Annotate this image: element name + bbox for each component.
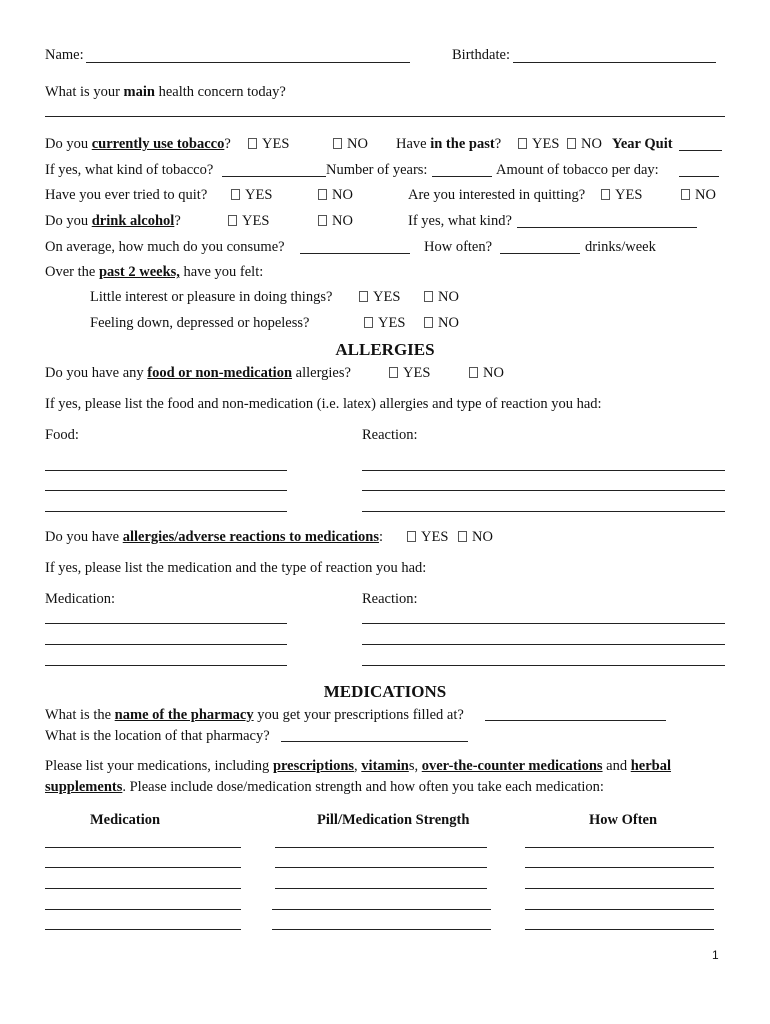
- food-label: Food:: [45, 427, 79, 443]
- med-allergy-question: Do you have allergies/adverse reactions to medications:: [45, 529, 383, 545]
- col-medication-header: Medication: [90, 812, 161, 828]
- med-strength-field[interactable]: [275, 847, 487, 848]
- food-allergy-no-checkbox[interactable]: NO: [469, 364, 504, 382]
- med-name-field[interactable]: [45, 929, 241, 930]
- alcohol-average-field[interactable]: [300, 253, 410, 254]
- checkbox-icon: [407, 531, 416, 542]
- med-often-field[interactable]: [525, 888, 714, 889]
- checkbox-icon: [228, 215, 237, 226]
- checkbox-icon: [518, 138, 527, 149]
- checkbox-icon: [601, 189, 610, 200]
- interest-yes-checkbox[interactable]: YES: [359, 288, 400, 306]
- page-number: 1: [712, 948, 719, 962]
- checkbox-icon: [458, 531, 467, 542]
- year-quit-label: Year Quit: [612, 136, 673, 152]
- alcohol-question: Do you drink alcohol?: [45, 213, 181, 229]
- tried-quit-yes-checkbox[interactable]: YES: [231, 186, 272, 204]
- alcohol-often-field[interactable]: [500, 253, 580, 254]
- med-often-field[interactable]: [525, 909, 714, 910]
- name-field[interactable]: [86, 62, 410, 63]
- alcohol-kind-field[interactable]: [517, 227, 697, 228]
- allergies-heading: ALLERGIES: [335, 340, 435, 359]
- med-reaction-field[interactable]: [362, 665, 725, 666]
- checkbox-icon: [424, 317, 433, 328]
- checkbox-icon: [318, 189, 327, 200]
- col-strength-header: Pill/Medication Strength: [317, 812, 470, 828]
- food-field[interactable]: [45, 511, 287, 512]
- birthdate-label: Birthdate:: [452, 47, 510, 63]
- mood-question-depressed: Feeling down, depressed or hopeless?: [90, 315, 310, 331]
- checkbox-icon: [469, 367, 478, 378]
- tried-quit-no-checkbox[interactable]: NO: [318, 186, 353, 204]
- medication-field[interactable]: [45, 644, 287, 645]
- alcohol-no-checkbox[interactable]: NO: [318, 212, 353, 230]
- tobacco-amount-label: Amount of tobacco per day:: [496, 162, 659, 178]
- food-allergy-instructions: If yes, please list the food and non-medication (i.e. latex) allergies and type of reaction you had:: [45, 396, 602, 412]
- tobacco-past-yes-checkbox[interactable]: YES: [518, 135, 559, 153]
- checkbox-icon: [359, 291, 368, 302]
- tobacco-years-label: Number of years:: [326, 162, 428, 178]
- checkbox-icon: [333, 138, 342, 149]
- med-strength-field[interactable]: [275, 867, 487, 868]
- alcohol-often-label: How often?: [424, 239, 493, 255]
- birthdate-field[interactable]: [513, 62, 716, 63]
- tobacco-amount-field[interactable]: [679, 176, 719, 177]
- pharmacy-name-question: What is the name of the pharmacy you get your prescriptions filled at?: [45, 707, 464, 723]
- tobacco-no-checkbox[interactable]: NO: [333, 135, 368, 153]
- checkbox-icon: [567, 138, 576, 149]
- tobacco-kind-field[interactable]: [222, 176, 326, 177]
- concern-question: What is your main health concern today?: [45, 84, 286, 100]
- medication-list-instructions: Please list your medications, including prescriptions, vitamins, over-the-counter medications and herbal: [45, 758, 672, 774]
- alcohol-unit-label: drinks/week: [585, 239, 656, 255]
- med-often-field[interactable]: [525, 847, 714, 848]
- food-allergy-yes-checkbox[interactable]: YES: [389, 364, 430, 382]
- food-allergy-question: Do you have any food or non-medication allergies?: [45, 365, 351, 381]
- interested-no-checkbox[interactable]: NO: [681, 186, 716, 204]
- alcohol-yes-checkbox[interactable]: YES: [228, 212, 269, 230]
- concern-field[interactable]: [45, 116, 725, 117]
- med-often-field[interactable]: [525, 929, 714, 930]
- checkbox-icon: [364, 317, 373, 328]
- pharmacy-name-field[interactable]: [485, 720, 666, 721]
- med-strength-field[interactable]: [275, 888, 487, 889]
- alcohol-average-label: On average, how much do you consume?: [45, 239, 285, 255]
- tobacco-past-no-checkbox[interactable]: NO: [567, 135, 602, 153]
- tried-quit-label: Have you ever tried to quit?: [45, 187, 208, 203]
- med-allergy-yes-checkbox[interactable]: YES: [407, 528, 448, 546]
- alcohol-kind-label: If yes, what kind?: [408, 213, 512, 229]
- tobacco-kind-label: If yes, what kind of tobacco?: [45, 162, 214, 178]
- medication-field[interactable]: [45, 665, 287, 666]
- depressed-yes-checkbox[interactable]: YES: [364, 314, 405, 332]
- tobacco-question: Do you currently use tobacco?: [45, 136, 231, 152]
- med-name-field[interactable]: [45, 909, 241, 910]
- tobacco-years-field[interactable]: [432, 176, 492, 177]
- interested-yes-checkbox[interactable]: YES: [601, 186, 642, 204]
- med-name-field[interactable]: [45, 847, 241, 848]
- tobacco-yes-checkbox[interactable]: YES: [248, 135, 289, 153]
- interested-quitting-label: Are you interested in quitting?: [408, 187, 586, 203]
- food-field[interactable]: [45, 470, 287, 471]
- pharmacy-location-field[interactable]: [281, 741, 468, 742]
- med-reaction-field[interactable]: [362, 644, 725, 645]
- med-allergy-no-checkbox[interactable]: NO: [458, 528, 493, 546]
- checkbox-icon: [389, 367, 398, 378]
- depressed-no-checkbox[interactable]: NO: [424, 314, 459, 332]
- name-label: Name:: [45, 47, 84, 63]
- med-allergy-instructions: If yes, please list the medication and the type of reaction you had:: [45, 560, 427, 576]
- food-reaction-field[interactable]: [362, 490, 725, 491]
- checkbox-icon: [248, 138, 257, 149]
- med-strength-field[interactable]: [272, 929, 491, 930]
- checkbox-icon: [318, 215, 327, 226]
- col-often-header: How Often: [589, 812, 658, 828]
- medication-label: Medication:: [45, 591, 116, 607]
- mood-question-interest: Little interest or pleasure in doing things?: [90, 289, 333, 305]
- pharmacy-location-question: What is the location of that pharmacy?: [45, 728, 270, 744]
- med-reaction-field[interactable]: [362, 623, 725, 624]
- year-quit-field[interactable]: [679, 150, 722, 151]
- med-name-field[interactable]: [45, 888, 241, 889]
- checkbox-icon: [424, 291, 433, 302]
- medication-list-instructions-cont: supplements. Please include dose/medication strength and how often you take each medication:: [45, 779, 604, 795]
- checkbox-icon: [231, 189, 240, 200]
- med-strength-field[interactable]: [272, 909, 491, 910]
- med-reaction-label: Reaction:: [362, 591, 418, 607]
- food-reaction-field[interactable]: [362, 470, 725, 471]
- checkbox-icon: [681, 189, 690, 200]
- medications-heading: MEDICATIONS: [323, 682, 447, 701]
- med-often-field[interactable]: [525, 867, 714, 868]
- medication-field[interactable]: [45, 623, 287, 624]
- interest-no-checkbox[interactable]: NO: [424, 288, 459, 306]
- mood-intro: Over the past 2 weeks, have you felt:: [45, 264, 264, 280]
- food-field[interactable]: [45, 490, 287, 491]
- tobacco-past-question: Have in the past?: [396, 136, 502, 152]
- food-reaction-label: Reaction:: [362, 427, 418, 443]
- med-name-field[interactable]: [45, 867, 241, 868]
- food-reaction-field[interactable]: [362, 511, 725, 512]
